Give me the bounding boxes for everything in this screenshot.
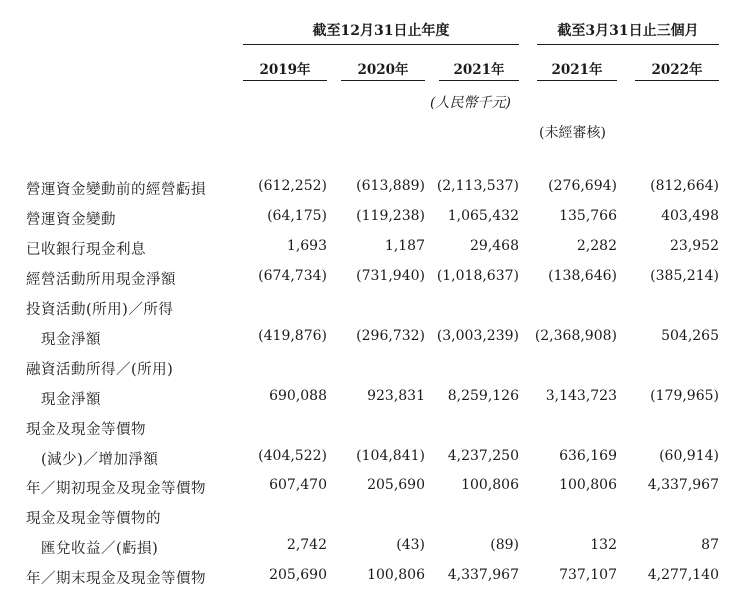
- row-label: 融資活動所得／(所用): [26, 362, 174, 378]
- table-cell: 690,088: [269, 388, 327, 404]
- table-cell: (404,522): [258, 448, 327, 464]
- group-underline-quarter: [537, 44, 719, 45]
- group-header-year: 截至12月31日止年度: [312, 23, 450, 39]
- table-cell: (179,965): [650, 388, 719, 404]
- table-cell: 87: [701, 537, 719, 553]
- table-cell: 403,498: [661, 208, 719, 224]
- table-cell: 504,265: [661, 328, 719, 344]
- table-cell: 23,952: [670, 238, 719, 254]
- table-cell: (613,889): [356, 178, 425, 194]
- row-label: 營運資金變動前的經營虧損: [26, 182, 206, 198]
- year-underline-2021: [439, 80, 519, 81]
- table-cell: (276,694): [548, 178, 617, 194]
- table-cell: 923,831: [367, 388, 425, 404]
- table-cell: 8,259,126: [447, 388, 519, 404]
- year-underline-2021-q: [537, 80, 617, 81]
- table-cell: 29,468: [470, 238, 519, 254]
- table-cell: 636,169: [559, 448, 617, 464]
- table-cell: 205,690: [367, 477, 425, 493]
- row-label: 匯兌收益／(虧損): [26, 541, 159, 557]
- row-label: 年／期初現金及現金等價物: [26, 481, 206, 497]
- year-header-2021: 2021年: [453, 62, 505, 78]
- table-cell: 4,337,967: [447, 567, 519, 583]
- table-cell: (138,646): [548, 268, 617, 284]
- table-cell: (1,018,637): [436, 268, 519, 284]
- row-label: 營運資金變動: [26, 212, 116, 228]
- table-cell: (3,003,239): [436, 328, 519, 344]
- row-label: 年／期末現金及現金等價物: [26, 571, 206, 587]
- table-cell: (2,368,908): [534, 328, 617, 344]
- table-cell: (104,841): [356, 448, 425, 464]
- table-cell: (119,238): [356, 208, 425, 224]
- row-label: 已收銀行現金利息: [26, 242, 146, 258]
- table-cell: 100,806: [461, 477, 519, 493]
- row-label: 現金淨額: [26, 392, 101, 408]
- table-cell: (731,940): [356, 268, 425, 284]
- table-cell: (60,914): [659, 448, 719, 464]
- table-cell: 4,337,967: [647, 477, 719, 493]
- unaudited-note: (未經審核): [539, 125, 606, 141]
- table-cell: (2,113,537): [436, 178, 519, 194]
- table-cell: (612,252): [258, 178, 327, 194]
- table-cell: 205,690: [269, 567, 327, 583]
- year-header-2022-q: 2022年: [651, 62, 703, 78]
- group-underline-year: [243, 44, 519, 45]
- table-cell: 1,693: [286, 238, 327, 254]
- table-cell: (296,732): [356, 328, 425, 344]
- table-cell: (43): [396, 537, 425, 553]
- table-cell: (812,664): [650, 178, 719, 194]
- row-label: 經營活動所用現金淨額: [26, 272, 176, 288]
- year-underline-2019: [243, 80, 327, 81]
- row-label: (減少)／增加淨額: [26, 452, 159, 468]
- year-header-2021-q: 2021年: [551, 62, 603, 78]
- table-cell: 100,806: [559, 477, 617, 493]
- table-cell: 4,277,140: [647, 567, 719, 583]
- table-cell: (64,175): [267, 208, 327, 224]
- table-cell: 132: [590, 537, 617, 553]
- table-cell: 1,187: [384, 238, 425, 254]
- year-underline-2022-q: [635, 80, 719, 81]
- table-cell: (89): [490, 537, 519, 553]
- table-cell: 607,470: [269, 477, 327, 493]
- table-cell: 100,806: [367, 567, 425, 583]
- table-cell: (674,734): [258, 268, 327, 284]
- year-underline-2020: [341, 80, 425, 81]
- row-label: 現金及現金等價物的: [26, 511, 161, 527]
- currency-unit-note: (人民幣千元): [430, 95, 511, 111]
- row-label: 投資活動(所用)／所得: [26, 302, 174, 318]
- table-cell: 3,143,723: [545, 388, 617, 404]
- table-cell: 2,742: [286, 537, 327, 553]
- year-header-2020: 2020年: [357, 62, 409, 78]
- table-cell: 737,107: [559, 567, 617, 583]
- year-header-2019: 2019年: [259, 62, 311, 78]
- table-cell: 4,237,250: [447, 448, 519, 464]
- row-label: 現金淨額: [26, 332, 101, 348]
- table-cell: (419,876): [258, 328, 327, 344]
- group-header-quarter: 截至3月31日止三個月: [557, 23, 699, 39]
- table-cell: 1,065,432: [447, 208, 519, 224]
- table-cell: 135,766: [559, 208, 617, 224]
- row-label: 現金及現金等價物: [26, 422, 146, 438]
- table-cell: (385,214): [650, 268, 719, 284]
- table-cell: 2,282: [576, 238, 617, 254]
